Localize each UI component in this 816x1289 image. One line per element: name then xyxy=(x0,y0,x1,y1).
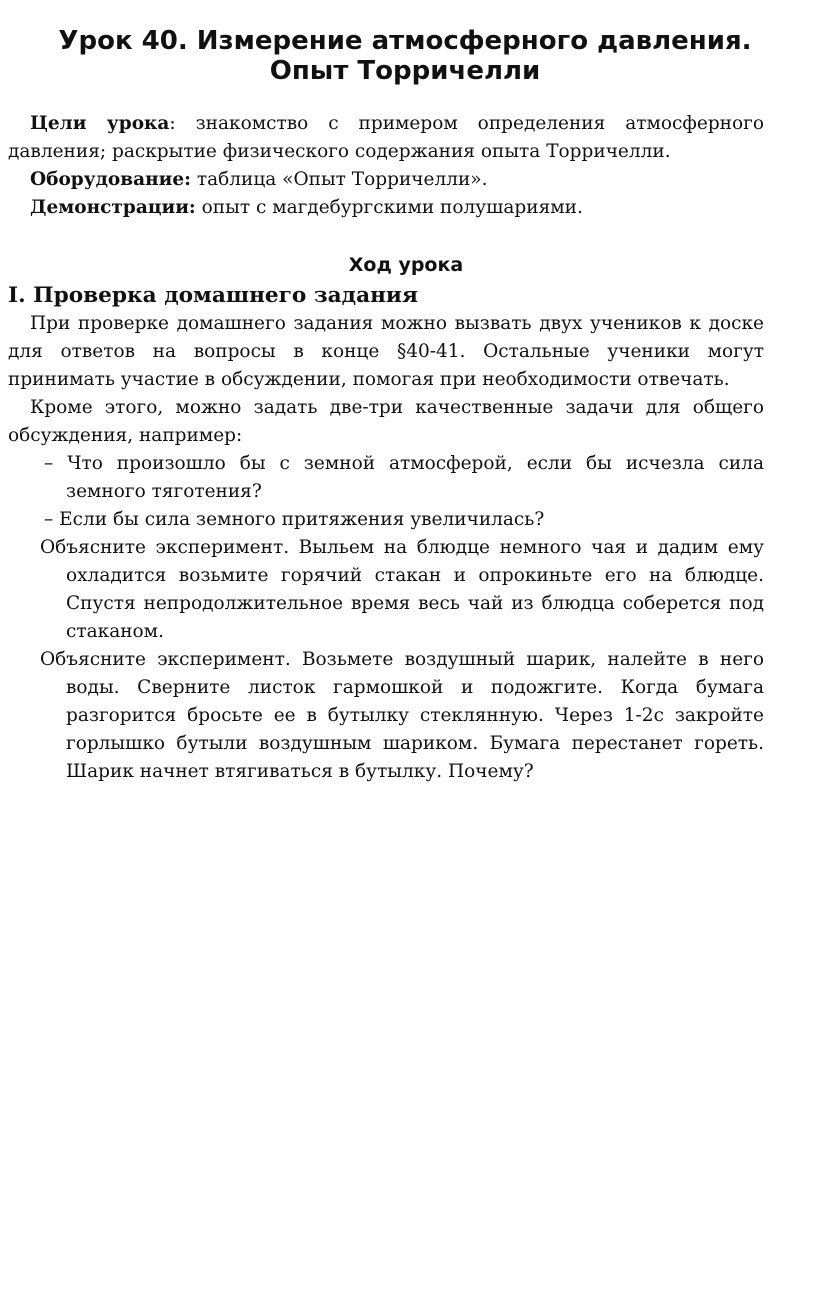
paragraph-1: При проверке домашнего задания можно вызвать двух учеников к доске для ответов на вопросы в конце §40-41. Остальные ученики могут принимать участие в обсуждении, помогая при необходимости отвечать. xyxy=(8,313,764,390)
lesson-goals xyxy=(8,110,764,166)
question-1: – Что произошло бы с земной атмосферой, если бы исчезла сила земного тяготения? xyxy=(44,453,764,502)
demos-text: опыт с магдебургскими полушариями. xyxy=(195,197,583,218)
goals-text: : знакомство с примером определения атмосферного давления; раскрытие физического содержания опыта Торричелли. xyxy=(8,113,764,162)
paragraph-2: Кроме этого, можно задать две-три качественные задачи для общего обсуждения, например: xyxy=(8,397,764,446)
experiment-2: Объясните эксперимент. Возьмете воздушный шарик, налейте в него воды. Сверните листок гармошкой и подожгите. Когда бумага разгорится бросьте ее в бутылку стеклянную. Через 1-2с закройте горлышко бутыли воздушным шариком. Бумага перестанет гореть. Шарик начнет втягиваться в бутылку. Почему? xyxy=(40,649,764,782)
lesson-equipment xyxy=(8,166,764,194)
experiment-1: Объясните эксперимент. Выльем на блюдце немного чая и дадим ему охладится возьмите горячий стакан и опрокиньте его на блюдце. Спустя непродолжительное время весь чай из блюдца соберется под стаканом. xyxy=(40,537,764,642)
goals-label: Цели урока xyxy=(30,113,170,134)
section-1-heading: I. Проверка домашнего задания xyxy=(8,283,418,308)
question-2: – Если бы сила земного притяжения увеличилась? xyxy=(44,509,545,530)
course-heading: Ход урока xyxy=(348,254,464,276)
lesson-meta xyxy=(8,110,764,222)
demos-label: Демонстрации: xyxy=(30,197,196,218)
lesson-title xyxy=(8,26,764,86)
lesson-title-line-2: Опыт Торричелли xyxy=(269,56,541,86)
equipment-label: Оборудование: xyxy=(30,169,191,190)
lesson-title-line-1: Урок 40. Измерение атмосферного давления. xyxy=(58,26,752,56)
lesson-demos xyxy=(8,194,764,222)
equipment-text: таблица «Опыт Торричелли». xyxy=(190,169,488,190)
